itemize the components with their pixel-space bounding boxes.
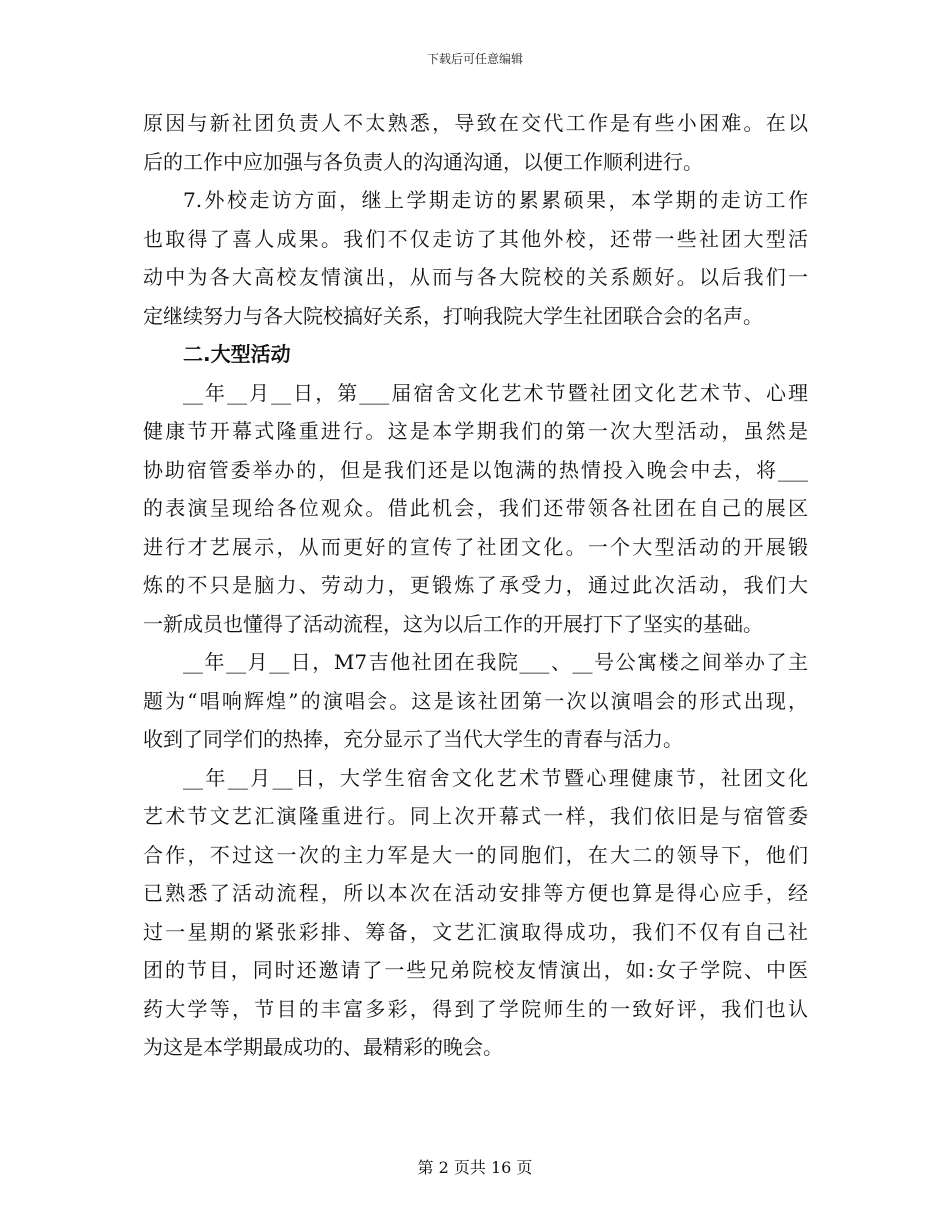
- text-line-2: 后的工作中应加强与各负责人的沟通沟通，以便工作顺利进行。: [143, 149, 703, 174]
- document-body: [143, 104, 808, 1067]
- text-line-24: 药大学等，节目的丰富多彩，得到了学院师生的一致好评，我们也认: [143, 996, 808, 1021]
- text-line-19: 艺术节文艺汇演隆重进行。同上次开幕式一样，我们依旧是与宿管委: [143, 804, 808, 828]
- text-line-22: 过一星期的紧张彩排、筹备，文艺汇演取得成功，我们不仅有自己社: [143, 919, 808, 944]
- text-line-9: 健康节开幕式隆重进行。这是本学期我们的第一次大型活动，虽然是: [143, 419, 808, 443]
- text-line-18: __年__月__日，大学生宿舍文化艺术节暨心理健康节，社团文化: [183, 765, 808, 790]
- text-line-20: 合作，不过这一次的主力军是大一的同胞们，在大二的领导下，他们: [143, 842, 808, 867]
- text-line-15: __年__月__日，M7吉他社团在我院___、__号公寓楼之间举办了主: [183, 650, 808, 674]
- page-header: 下载后可任意编辑: [426, 52, 523, 66]
- text-line-12: 进行才艺展示，从而更好的宣传了社团文化。一个大型活动的开展锻: [143, 534, 808, 559]
- text-line-14: 一新成员也懂得了活动流程，这为以后工作的开展打下了坚实的基础。: [143, 611, 763, 636]
- page-footer: 第 2 页共 16 页: [417, 1158, 533, 1177]
- section-heading: 二.大型活动: [183, 342, 291, 366]
- text-line-11: 的表演呈现给各位观众。借此机会，我们还带领各社团在自己的展区: [143, 496, 808, 520]
- text-line-16: 题为“唱响辉煌”的演唱会。这是该社团第一次以演唱会的形式出现，: [143, 688, 808, 713]
- text-line-4: 也取得了喜人成果。我们不仅走访了其他外校，还带一些社团大型活: [143, 226, 808, 251]
- text-line-8: __年__月__日，第___届宿舍文化艺术节暨社团文化艺术节、心理: [183, 380, 808, 405]
- text-line-10: 协助宿管委举办的，但是我们还是以饱满的热情投入晚会中去，将___: [143, 457, 808, 482]
- text-line-13: 炼的不只是脑力、劳动力，更锻炼了承受力，通过此次活动，我们大: [143, 573, 808, 597]
- text-line-1: 原因与新社团负责人不太熟悉，导致在交代工作是有些小困难。在以: [143, 111, 808, 135]
- text-line-6: 定继续努力与各大院校搞好关系，打响我院大学生社团联合会的名声。: [143, 303, 763, 328]
- text-line-17: 收到了同学们的热捧，充分显示了当代大学生的青春与活力。: [143, 727, 683, 751]
- text-line-3: 7.外校走访方面，继上学期走访的累累硕果，本学期的走访工作: [183, 188, 808, 212]
- text-line-25: 为这是本学期最成功的、最精彩的晚会。: [143, 1035, 503, 1059]
- text-line-5: 动中为各大高校友情演出，从而与各大院校的关系颇好。以后我们一: [143, 265, 808, 289]
- text-line-23: 团的节目，同时还邀请了一些兄弟院校友情演出，如:女子学院、中医: [143, 958, 808, 982]
- text-line-21: 已熟悉了活动流程，所以本次在活动安排等方便也算是得心应手，经: [143, 881, 808, 905]
